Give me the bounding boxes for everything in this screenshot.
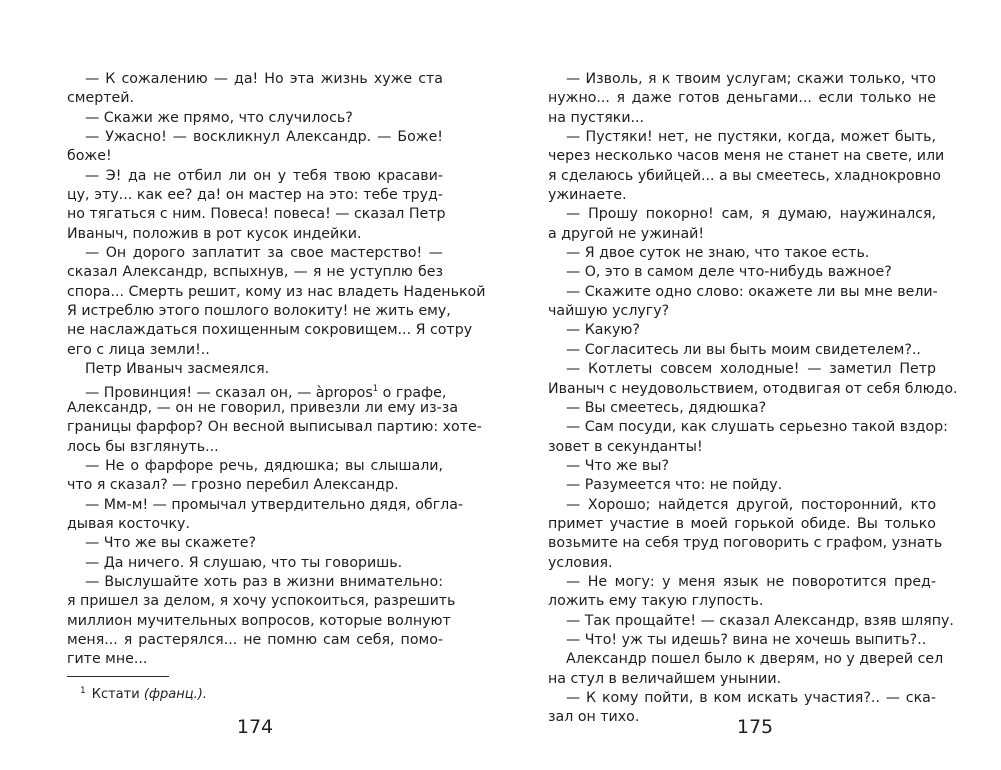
- text-line: — Котлеты совсем холодные! — заметил Петр: [566, 361, 936, 378]
- text-line: меня... я растерялся... не помню сам себя, помо-: [67, 631, 443, 648]
- text-line: я пришел за делом, я хочу успокоиться, разрешить: [67, 593, 456, 610]
- text-line: — Мм-м! — промычал утвердительно дядя, обгла-: [85, 496, 464, 513]
- footnote-note: (франц.).: [143, 687, 207, 702]
- right-page: [501, 0, 1001, 770]
- text-line: возьмите на себя труд поговорить с графом, узнать: [548, 535, 943, 552]
- text-line: на пустяки...: [548, 109, 645, 126]
- text-line: миллион мучительных вопросов, которые волнуют: [67, 612, 451, 629]
- right-text-column: [548, 70, 958, 728]
- text-line: — Согласитесь ли вы быть моим свидетелем?..: [566, 341, 921, 358]
- left-text-column: [67, 70, 486, 670]
- text-line: — К кому пойти, в ком искать участия?.. — ска-: [566, 690, 936, 706]
- text-line: его с лица земли!..: [67, 341, 210, 358]
- text-line: чайшую услугу?: [548, 303, 670, 320]
- text-line: — Скажи же прямо, что случилось?: [85, 109, 353, 126]
- text-line: — Изволь, я к твоим услугам; скажи только, что: [566, 71, 936, 87]
- text-line: нужно... я даже готов деньгами... если только не: [548, 90, 936, 107]
- text-line: — Вы смеетесь, дядюшка?: [566, 399, 767, 416]
- text-line: Александр, — он не говорил, привезли ли ему из-за: [67, 399, 459, 416]
- text-line: — Что! уж ты идешь? вина не хочешь выпить?..: [566, 631, 927, 648]
- text-line: цу, эту... как ее? да! он мастер на это: тебе труд-: [67, 187, 443, 204]
- text-line: Я истреблю этого пошлого волокиту! не жить ему,: [67, 303, 451, 320]
- text-line: — К сожалению — да! Но эта жизнь хуже ста: [85, 71, 443, 87]
- text-line: зовет в секунданты!: [548, 438, 703, 455]
- text-line: — Так прощайте! — сказал Александр, взяв шляпу.: [566, 612, 954, 629]
- footnote-divider: [67, 676, 169, 677]
- text-line: через несколько часов меня не станет на свете, или: [548, 148, 945, 165]
- text-line: не наслаждаться похищенным сокровищем... Я сотру: [67, 322, 473, 339]
- text-line: — Пустяки! нет, не пустяки, когда, может быть,: [566, 129, 936, 146]
- text-line: — Я двое суток не знаю, что такое есть.: [566, 245, 870, 262]
- text-line: а другой не ужинай!: [548, 225, 705, 242]
- footnote-term: Кстати: [91, 687, 140, 702]
- text-line: — Ужасно! — воскликнул Александр. — Боже!: [85, 129, 443, 146]
- page-number-left: 174: [236, 716, 274, 738]
- text-line: ужинаете.: [548, 187, 627, 204]
- footnote: [80, 682, 207, 704]
- text-line-apropos: [67, 380, 447, 401]
- text-line: — Прошу покорно! сам, я думаю, наужинался,: [566, 206, 936, 223]
- text-line: — Не о фарфоре речь, дядюшка; вы слышали,: [85, 457, 443, 474]
- text-line: — Да ничего. Я слушаю, что ты говоришь.: [85, 554, 403, 571]
- text-line: — Не могу: у меня язык не поворотится пред-: [566, 573, 936, 590]
- text-line: границы фарфор? Он весной выписывал партию: хоте-: [67, 419, 482, 436]
- footnote-reference: 1: [372, 383, 379, 394]
- text-line: — Скажите одно слово: окажете ли вы мне вели-: [566, 283, 938, 300]
- left-page: [0, 0, 500, 770]
- text-line: что я сказал? — грозно перебил Александр.: [67, 477, 399, 494]
- text-line: Иваныч с неудовольствием, отодвигая от себя блюдо.: [548, 380, 958, 397]
- text-line: — Какую?: [566, 322, 640, 339]
- text-line: — Что же вы?: [566, 457, 669, 474]
- text-line: — Э! да не отбил ли он у тебя твою красави-: [85, 167, 443, 184]
- text-line: боже!: [67, 148, 112, 165]
- text-line: зал он тихо.: [548, 709, 640, 726]
- text-line: гите мне...: [67, 651, 148, 668]
- text-line: дывая косточку.: [67, 515, 190, 532]
- text-line: но тягаться с ним. Повеса! повеса! — сказал Петр: [67, 206, 446, 223]
- text-line: сказал Александр, вспыхнув, — я не уступлю без: [67, 264, 443, 281]
- text-line: на стул в величайшем унынии.: [548, 670, 782, 687]
- page-number-right: 175: [736, 716, 774, 738]
- text-line: Иваныч, положив в рот кусок индейки.: [67, 225, 362, 242]
- apropos-suffix: о графе,: [378, 384, 447, 401]
- text-line: Петр Иваныч засмеялся.: [85, 361, 270, 378]
- text-line: примет участие в моей горькой обиде. Вы только: [548, 515, 936, 532]
- text-line: я сделаюсь убийцей... а вы смеетесь, хладнокровно: [548, 167, 941, 184]
- text-line: спора... Смерть решит, кому из нас владеть Наденькой: [67, 283, 486, 300]
- text-line: — Он дорого заплатит за свое мастерство! —: [85, 245, 443, 262]
- text-line: лось бы взглянуть...: [67, 438, 219, 455]
- footnote-marker: 1: [80, 686, 86, 696]
- text-line: смертей.: [67, 90, 134, 107]
- text-line: — Сам посуди, как слушать серьезно такой вздор:: [566, 419, 948, 436]
- text-line: ложить ему такую глупость.: [548, 593, 764, 610]
- text-line: — Хорошо; найдется другой, посторонний, кто: [566, 496, 936, 513]
- text-line: — Что же вы скажете?: [85, 535, 257, 552]
- text-line: — Выслушайте хоть раз в жизни внимательно:: [85, 573, 443, 590]
- apropos-text: — Провинция! — сказал он, — àpropos: [85, 384, 373, 401]
- text-line: — О, это в самом деле что-нибудь важное?: [566, 264, 892, 281]
- text-line: условия.: [548, 554, 613, 571]
- text-line: — Разумеется что: не пойду.: [566, 477, 783, 494]
- text-line: Александр пошел было к дверям, но у дверей сел: [566, 651, 944, 668]
